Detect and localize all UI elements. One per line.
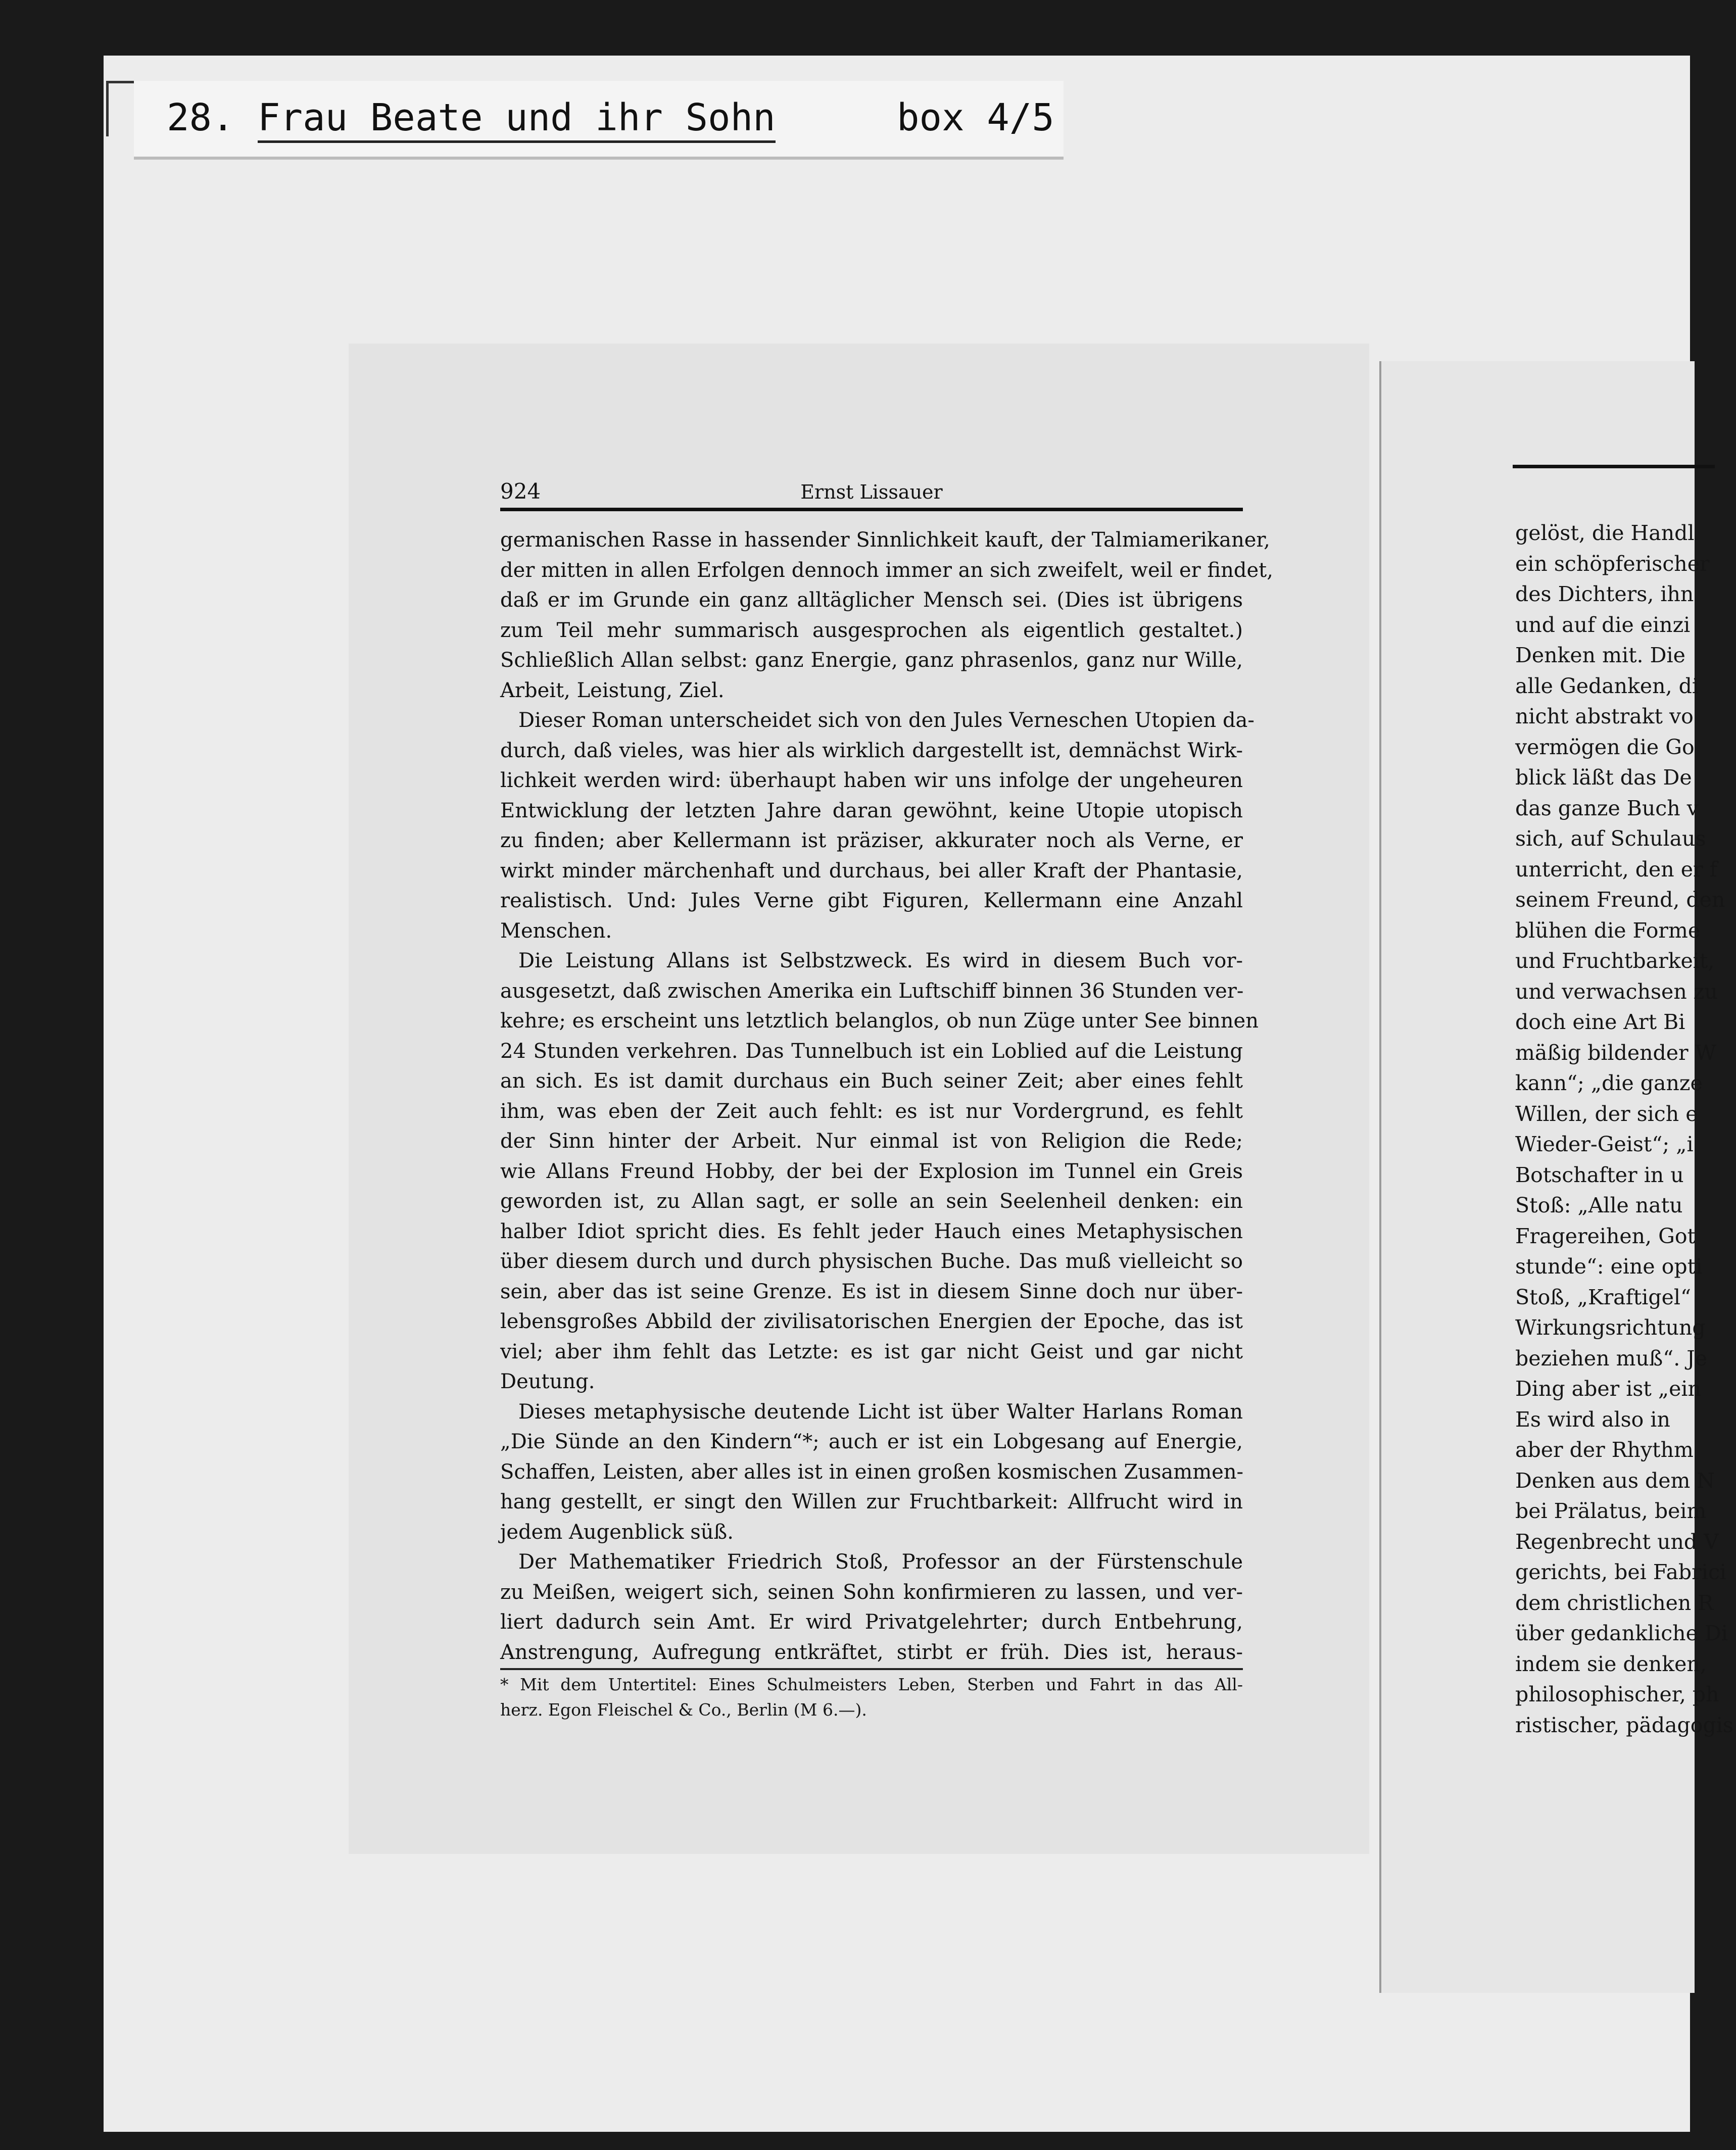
facing-text-line: und auf die einzi xyxy=(1515,612,1691,637)
text-line: Der Mathematiker Friedrich Stoß, Professor an der Fürstenschule xyxy=(518,1550,1243,1574)
text-line: halber Idiot spricht dies. Es fehlt jeder Hauch eines Metaphysischen xyxy=(500,1219,1243,1243)
text-line: der mitten in allen Erfolgen dennoch immer an sich zweifelt, weil er findet, xyxy=(500,558,1273,582)
text-line: ausgesetzt, daß zwischen Amerika ein Luftschiff binnen 36 Stunden ver- xyxy=(500,979,1244,1003)
facing-text-line: Denken aus dem N xyxy=(1515,1468,1715,1493)
facing-page-text xyxy=(1515,518,1733,1740)
facing-text-line: blick läßt das De xyxy=(1515,765,1692,790)
footnote xyxy=(500,1672,1243,1723)
facing-text-line: aber der Rhythm xyxy=(1515,1438,1694,1462)
facing-text-line: kann“; „die ganze xyxy=(1515,1071,1703,1095)
text-line: 24 Stunden verkehren. Das Tunnelbuch ist ein Loblied auf die Leistung xyxy=(500,1039,1243,1063)
facing-text-line: beziehen muß“. Je xyxy=(1515,1346,1707,1371)
facing-page-rule xyxy=(1513,465,1715,468)
text-line: Menschen. xyxy=(500,919,612,943)
facing-text-line: sich, auf Schulaus xyxy=(1515,826,1706,851)
text-line: durch, daß vieles, was hier als wirklich dargestellt ist, demnächst Wirk- xyxy=(500,739,1243,762)
facing-text-line: philosophischer, ph xyxy=(1515,1682,1719,1706)
facing-text-line: und verwachsen zu xyxy=(1515,979,1718,1004)
text-line: Arbeit, Leistung, Ziel. xyxy=(500,678,725,702)
facing-text-line: über gedankliche Di xyxy=(1515,1621,1728,1645)
text-line: lebensgroßes Abbild der zivilisatorischen Energien der Epoche, das ist xyxy=(500,1310,1243,1333)
text-line: realistisch. Und: Jules Verne gibt Figuren, Kellermann eine Anzahl xyxy=(500,889,1243,912)
facing-text-line: dem christlichen R xyxy=(1515,1590,1714,1615)
text-line: Dieser Roman unterscheidet sich von den Jules Verneschen Utopien da- xyxy=(518,709,1255,732)
facing-text-line: ein schöpferischer xyxy=(1515,551,1710,576)
label-box: box 4/5 xyxy=(897,96,1054,139)
facing-text-line: nicht abstrakt vo xyxy=(1515,704,1694,728)
corner-mark xyxy=(106,81,136,136)
text-line: germanischen Rasse in hassender Sinnlichkeit kauft, der Talmiamerikaner, xyxy=(500,528,1270,552)
facing-text-line: Wieder-Geist“; „i xyxy=(1515,1132,1694,1156)
facing-text-line: ristischer, pädagogis xyxy=(1515,1713,1733,1737)
text-line: lichkeit werden wird: überhaupt haben wir uns infolge der ungeheuren xyxy=(500,769,1243,792)
facing-text-line: vermögen die Go xyxy=(1515,735,1695,759)
facing-text-line: indem sie denken, xyxy=(1515,1651,1707,1676)
text-line: Deutung. xyxy=(500,1370,595,1393)
text-line: Anstrengung, Aufregung entkräftet, stirbt er früh. Dies ist, heraus- xyxy=(500,1640,1243,1664)
text-line: Schließlich Allan selbst: ganz Energie, ganz phrasenlos, ganz nur Wille, xyxy=(500,649,1243,672)
text-line: „Die Sünde an den Kindern“*; auch er ist ein Lobgesang auf Energie, xyxy=(500,1430,1243,1453)
text-line: der Sinn hinter der Arbeit. Nur einmal ist von Religion die Rede; xyxy=(500,1130,1243,1153)
facing-page xyxy=(1379,361,1733,1993)
text-line: sein, aber das ist seine Grenze. Es ist in diesem Sinne doch nur über- xyxy=(500,1280,1243,1303)
page-header xyxy=(500,470,1243,511)
facing-text-line: Denken mit. Die xyxy=(1515,643,1685,667)
text-line: hang gestellt, er singt den Willen zur Fruchtbarkeit: Allfrucht wird in xyxy=(500,1490,1243,1513)
facing-text-line: mäßig bildender W xyxy=(1515,1040,1716,1065)
facing-text-line: alle Gedanken, di xyxy=(1515,673,1699,698)
facing-text-line: gelöst, die Handl xyxy=(1515,521,1695,545)
text-line: an sich. Es ist damit durchaus ein Buch seiner Zeit; aber eines fehlt xyxy=(500,1069,1243,1093)
page-number: 924 xyxy=(500,479,541,504)
facing-text-line: und Fruchtbarkeit, xyxy=(1515,949,1715,973)
text-line: viel; aber ihm fehlt das Letzte: es ist gar nicht Geist und gar nicht xyxy=(500,1340,1243,1363)
facing-text-line: des Dichters, ihn xyxy=(1515,582,1694,606)
facing-text-line: Fragereihen, Got xyxy=(1515,1224,1696,1248)
footnote-rule xyxy=(500,1668,1243,1670)
facing-text-line: stunde“: eine opti xyxy=(1515,1254,1703,1279)
page-author: Ernst Lissauer xyxy=(800,481,943,503)
text-line: wie Allans Freund Hobby, der bei der Explosion im Tunnel ein Greis xyxy=(500,1159,1243,1183)
facing-text-line: Stoß: „Alle natu xyxy=(1515,1193,1683,1217)
text-line: Schaffen, Leisten, aber alles ist in einen großen kosmischen Zusammen- xyxy=(500,1460,1244,1484)
facing-text-line: das ganze Buch v xyxy=(1515,796,1699,820)
article-body xyxy=(500,525,1273,1668)
facing-text-line: unterricht, den er f xyxy=(1515,857,1717,882)
text-line: Die Leistung Allans ist Selbstzweck. Es wird in diesem Buch vor- xyxy=(518,949,1243,972)
facing-text-line: Es wird also in xyxy=(1515,1407,1670,1432)
facing-text-line: gerichts, bei Fabrici xyxy=(1515,1560,1726,1584)
text-line: liert dadurch sein Amt. Er wird Privatgelehrter; durch Entbehrung, xyxy=(500,1610,1243,1634)
facing-text-line: Ding aber ist „ein xyxy=(1515,1377,1701,1401)
label-title: Frau Beate und ihr Sohn xyxy=(258,96,776,143)
text-line: daß er im Grunde ein ganz alltäglicher Mensch sei. (Dies ist übrigens xyxy=(500,589,1243,612)
text-line: Entwicklung der letzten Jahre daran gewöhnt, keine Utopie utopisch xyxy=(500,799,1243,822)
footnote-line: herz. Egon Fleischel & Co., Berlin (M 6.—). xyxy=(500,1700,867,1720)
text-line: kehre; es erscheint uns letztlich belanglos, ob nun Züge unter See binnen xyxy=(500,1009,1259,1033)
text-line: jedem Augenblick süß. xyxy=(500,1520,734,1544)
text-line: geworden ist, zu Allan sagt, er solle an sein Seelenheil denken: ein xyxy=(500,1190,1243,1213)
text-line: zu Meißen, weigert sich, seinen Sohn konfirmieren zu lassen, und ver- xyxy=(500,1580,1243,1604)
facing-text-line: Wirkungsrichtung xyxy=(1515,1315,1706,1340)
facing-text-line: bei Prälatus, beim xyxy=(1515,1499,1707,1523)
label-number: 28. xyxy=(167,96,234,139)
facing-text-line: Willen, der sich e xyxy=(1515,1101,1698,1126)
facing-text-line: Stoß, „Kraftigel“ xyxy=(1515,1285,1691,1309)
facing-text-line: seinem Freund, den xyxy=(1515,888,1725,912)
footnote-line: * Mit dem Untertitel: Eines Schulmeisters Leben, Sterben und Fahrt in das All- xyxy=(500,1675,1243,1694)
facing-text-line: doch eine Art Bi xyxy=(1515,1010,1685,1034)
text-line: wirkt minder märchenhaft und durchaus, bei aller Kraft der Phantasie, xyxy=(500,859,1243,883)
text-line: zu finden; aber Kellermann ist präziser, akkurater noch als Verne, er xyxy=(500,829,1243,852)
text-line: ihm, was eben der Zeit auch fehlt: es ist nur Vordergrund, es fehlt xyxy=(500,1099,1243,1123)
archive-label xyxy=(134,81,1064,160)
facing-text-line: Regenbrecht und V xyxy=(1515,1529,1719,1554)
facing-text-line: blühen die Forme xyxy=(1515,918,1701,943)
text-line: Dieses metaphysische deutende Licht ist über Walter Harlans Roman xyxy=(518,1400,1243,1424)
text-line: über diesem durch und durch physischen Buche. Das muß vielleicht so xyxy=(500,1250,1243,1273)
facing-text-line: Botschafter in u xyxy=(1515,1162,1684,1187)
text-line: zum Teil mehr summarisch ausgesprochen als eigentlich gestaltet.) xyxy=(500,618,1243,642)
